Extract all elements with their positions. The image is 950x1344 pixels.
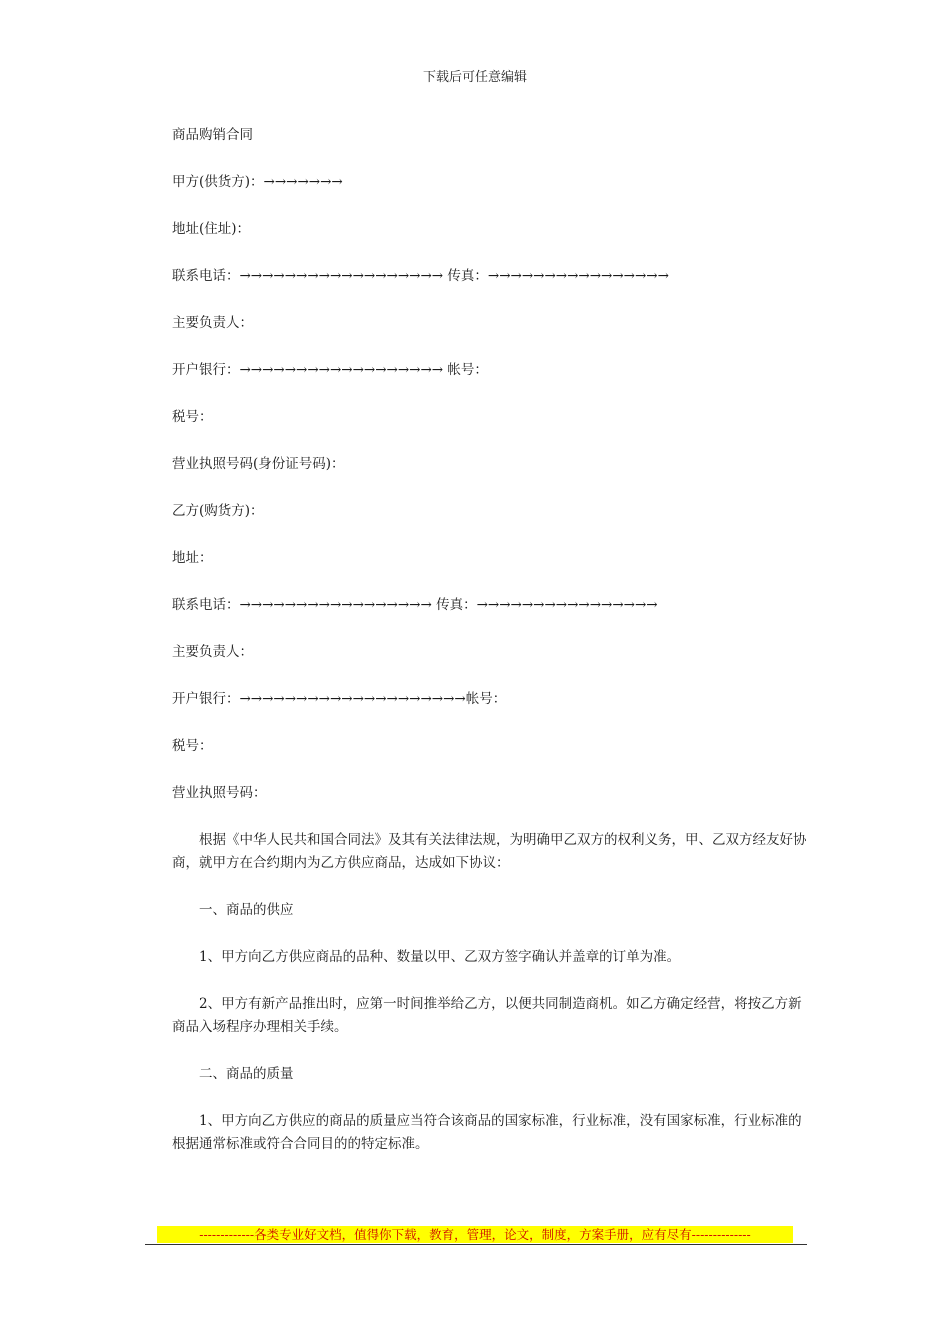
party-b-bank-account: 开户银行：→→→→→→→→→→→→→→→→→→→→帐号：	[172, 691, 507, 707]
party-b-license: 营业执照号码：	[172, 785, 267, 801]
section-heading-quality: 二、商品的质量	[199, 1066, 294, 1082]
contract-title: 商品购销合同	[172, 127, 253, 143]
preamble-paragraph: 根据《中华人民共和国合同法》及其有关法律法规，为明确甲乙双方的权利义务，甲、乙双方经友好协商，就甲方在合约期内为乙方供应商品，达成如下协议：	[172, 832, 807, 871]
clause-supply-2: 2、甲方有新产品推出时，应第一时间推举给乙方，以便共同制造商机。如乙方确定经营，将按乙方新商品入场程序办理相关手续。	[172, 996, 802, 1035]
party-b-principal: 主要负责人：	[172, 644, 253, 660]
party-a-phone-fax: 联系电话：→→→→→→→→→→→→→→→→→→ 传真：→→→→→→→→→→→→→→→→	[172, 268, 669, 284]
party-b-tax-id: 税号：	[172, 738, 213, 754]
party-b-phone-fax: 联系电话：→→→→→→→→→→→→→→→→→ 传真：→→→→→→→→→→→→→→→→	[172, 597, 658, 613]
footer-divider	[145, 1244, 807, 1245]
party-a-principal: 主要负责人：	[172, 315, 253, 331]
clause-quality-1: 1、甲方向乙方供应的商品的质量应当符合该商品的国家标准，行业标准，没有国家标准，行业标准的根据通常标准或符合合同目的的特定标准。	[172, 1113, 802, 1152]
section-heading-supply: 一、商品的供应	[199, 902, 294, 918]
party-a-bank-account: 开户银行：→→→→→→→→→→→→→→→→→→ 帐号：	[172, 362, 488, 378]
clause-supply-1: 1、甲方向乙方供应商品的品种、数量以甲、乙双方签字确认并盖章的订单为准。	[199, 949, 681, 965]
party-a-tax-id: 税号：	[172, 409, 213, 425]
party-b-label: 乙方(购货方)：	[172, 503, 264, 519]
party-b-address: 地址：	[172, 550, 213, 566]
document-body	[172, 124, 808, 1180]
party-a-address: 地址(住址)：	[172, 221, 251, 237]
party-a-license: 营业执照号码(身份证号码)：	[172, 456, 345, 472]
footer-banner: -------------各类专业好文档，值得你下载，教育，管理，论文，制度，方案手册，应有尽有--------------	[157, 1226, 793, 1243]
page-header: 下载后可任意编辑	[422, 70, 527, 85]
party-a-label: 甲方(供货方)：→→→→→→→	[172, 174, 343, 190]
